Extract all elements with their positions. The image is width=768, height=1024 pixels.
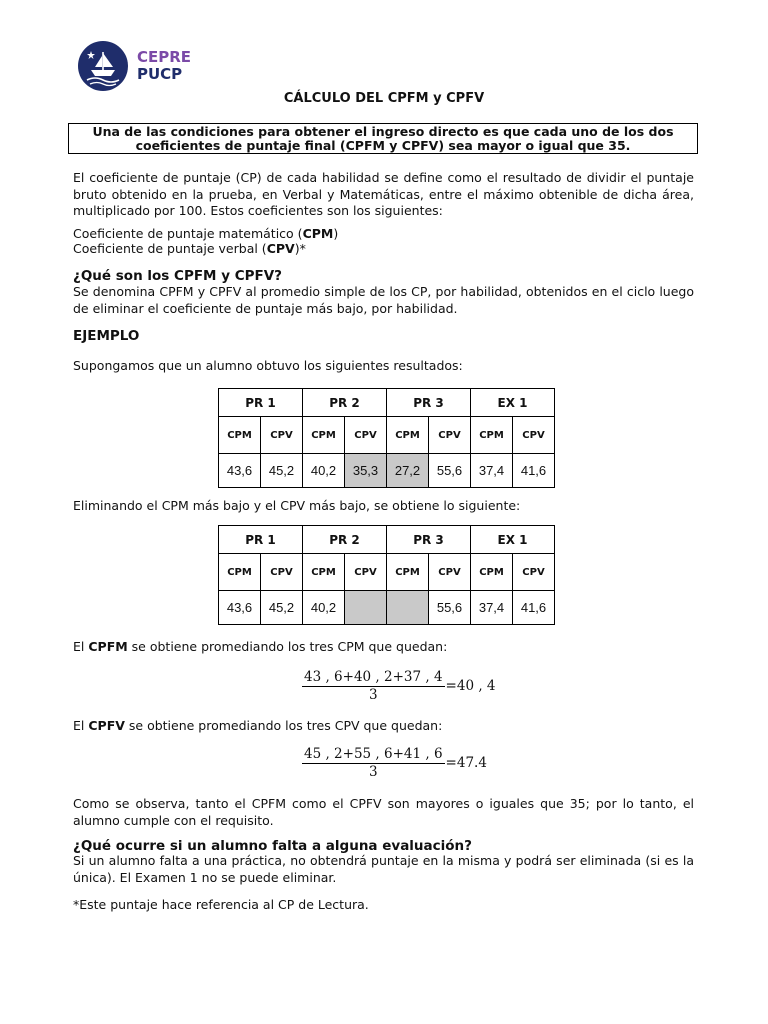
- removed-cell: [345, 591, 387, 625]
- value-cell: 45,2: [261, 454, 303, 488]
- group-header: EX 1: [471, 526, 555, 554]
- sub-header: CPM: [219, 554, 261, 591]
- cpfv-numerator: 45 , 2+55 , 6+41 , 6: [304, 746, 443, 762]
- removed-cell: [387, 591, 429, 625]
- value-cell: 55,6: [429, 591, 471, 625]
- sub-header: CPM: [387, 554, 429, 591]
- question-1-heading: ¿Qué son los CPFM y CPFV?: [73, 268, 282, 284]
- sub-header: CPM: [471, 417, 513, 454]
- value-cell-lowest: 27,2: [387, 454, 429, 488]
- value-cell: 37,4: [471, 591, 513, 625]
- value-cell: 41,6: [513, 454, 555, 488]
- conclusion-paragraph: Como se observa, tanto el CPFM como el CPFV son mayores o iguales que 35; por lo tanto, el alumno cumple con el requisito.: [73, 796, 694, 828]
- example-heading: EJEMPLO: [73, 328, 140, 344]
- footnote: *Este puntaje hace referencia al CP de Lectura.: [73, 897, 369, 912]
- sub-header: CPM: [303, 417, 345, 454]
- value-cell: 40,2: [303, 591, 345, 625]
- value-cell: 55,6: [429, 454, 471, 488]
- cpfv-denominator: 3: [368, 764, 378, 780]
- sub-header: CPV: [429, 554, 471, 591]
- question-2-text: Si un alumno falta a una práctica, no obtendrá puntaje en la misma y podrá ser eliminada (si es la única). El Examen 1 no se puede eliminar.: [73, 853, 694, 885]
- cpfv-formula: [302, 746, 487, 780]
- intro-paragraph: El coeficiente de puntaje (CP) de cada habilidad se define como el resultado de dividir el puntaje bruto obtenido en la prueba, en Verbal y Matemáticas, entre el máximo obtenible de dicha área, multiplicado por 100. Estos coeficientes son los siguientes:: [73, 170, 694, 218]
- cpfm-result: =40 , 4: [445, 678, 496, 694]
- example-intro: Supongamos que un alumno obtuvo los siguientes resultados:: [73, 358, 463, 373]
- value-cell: 37,4: [471, 454, 513, 488]
- cpfm-denominator: 3: [368, 687, 378, 703]
- sub-header: CPV: [261, 554, 303, 591]
- ship-emblem-icon: [77, 40, 129, 92]
- logo-text-cepre: CEPRE: [137, 48, 192, 66]
- sub-header: CPM: [387, 417, 429, 454]
- cpfv-result: =47.4: [445, 755, 487, 771]
- value-cell: 40,2: [303, 454, 345, 488]
- value-cell-lowest: 35,3: [345, 454, 387, 488]
- sub-header: CPV: [429, 417, 471, 454]
- results-table: [218, 388, 555, 488]
- group-header: PR 1: [219, 526, 303, 554]
- group-header: PR 1: [219, 389, 303, 417]
- sub-header: CPM: [219, 417, 261, 454]
- group-header: PR 2: [303, 389, 387, 417]
- coef-math-line: Coeficiente de puntaje matemático (CPM): [73, 226, 339, 241]
- cpfm-numerator: 43 , 6+40 , 2+37 , 4: [304, 669, 443, 685]
- results-table-after: [218, 525, 555, 625]
- value-cell: 41,6: [513, 591, 555, 625]
- sub-header: CPM: [471, 554, 513, 591]
- sub-header: CPV: [345, 417, 387, 454]
- question-1-text: Se denomina CPFM y CPFV al promedio simple de los CP, por habilidad, obtenidos en el ciclo luego de eliminar el coeficiente de puntaje más bajo, por habilidad.: [73, 284, 694, 316]
- cepre-pucp-logo: [77, 40, 191, 92]
- notice-box: Una de las condiciones para obtener el ingreso directo es que cada uno de los dos coeficientes de puntaje final (CPFM y CPFV) sea mayor o igual que 35.: [68, 123, 698, 154]
- question-2-heading: ¿Qué ocurre si un alumno falta a alguna evaluación?: [73, 838, 472, 854]
- sub-header: CPM: [303, 554, 345, 591]
- group-header: PR 2: [303, 526, 387, 554]
- value-cell: 43,6: [219, 454, 261, 488]
- sub-header: CPV: [513, 554, 555, 591]
- logo-text-pucp: PUCP: [137, 65, 183, 83]
- cpfv-explanation: El CPFV se obtiene promediando los tres CPV que quedan:: [73, 718, 443, 733]
- cpfm-explanation: El CPFM se obtiene promediando los tres CPM que quedan:: [73, 639, 448, 654]
- sub-header: CPV: [513, 417, 555, 454]
- sub-header: CPV: [261, 417, 303, 454]
- value-cell: 43,6: [219, 591, 261, 625]
- group-header: PR 3: [387, 526, 471, 554]
- cpfm-formula: [302, 669, 496, 703]
- example-between: Eliminando el CPM más bajo y el CPV más bajo, se obtiene lo siguiente:: [73, 498, 521, 513]
- group-header: PR 3: [387, 389, 471, 417]
- sub-header: CPV: [345, 554, 387, 591]
- group-header: EX 1: [471, 389, 555, 417]
- value-cell: 45,2: [261, 591, 303, 625]
- page-title: CÁLCULO DEL CPFM y CPFV: [283, 91, 485, 106]
- coef-verbal-line: Coeficiente de puntaje verbal (CPV)*: [73, 241, 306, 256]
